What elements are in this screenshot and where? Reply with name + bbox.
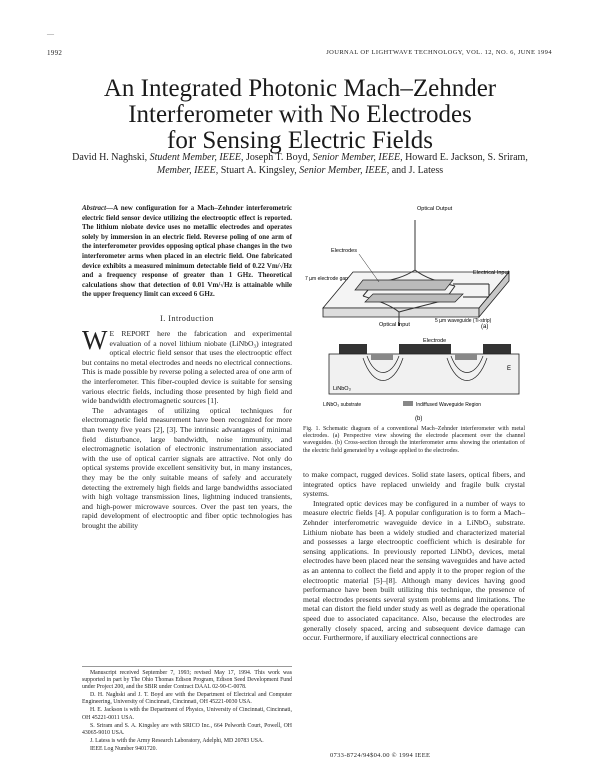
body-paragraph: Integrated optic devices may be configured in a number of ways to measure electric fields [4]. A popular configuration is to form a Mach–Zehnder interferometric waveguide device in a LiNbO₃ substrate. Lithium niobate has been a widely studied and characterized material and possesses a large electrooptic coefficient which is desirable for sensing applications. In previously reported LiNbO₃ devices, metal electrodes have been placed near the sensing waveguides and have acted as an antenna to collect the field and apply it to the proper region of the electrooptic material [5]–[8]. Although many devices having good performance have been built utilizing this technique, the presence of metal electrodes presents several system problems and limitations. The metal can distort the field under study as well as degrade the operational speed due to associated capacitance. Also, because the electrodes are generally closely spaced, arcing and subsequent device damage can occur. Furthermore, if auxiliary electrical connections are xyxy=(303,498,525,643)
title-line-2: Interferometer with No Electrodes xyxy=(128,101,472,128)
author-name: and J. Latess xyxy=(391,164,444,176)
left-column-body xyxy=(82,325,293,530)
body-paragraph: to make compact, rugged devices. Solid state lasers, optical fibers, and integrated optics have replaced unwieldy and fragile bulk crystal systems. xyxy=(303,470,525,499)
label-electrodes: Electrodes xyxy=(331,248,357,254)
author-role: Senior Member, IEEE, xyxy=(312,152,403,163)
substrate-cross-section xyxy=(329,354,519,394)
corner-mark: — xyxy=(47,30,54,38)
label-optical-input: Optical Input xyxy=(379,322,410,328)
abstract xyxy=(82,204,292,300)
author-role: Senior Member, IEEE, xyxy=(299,164,390,176)
author-role: Student Member, IEEE, xyxy=(149,152,244,163)
footnotes xyxy=(82,666,292,754)
intro-paragraph: The advantages of utilizing optical techniques for electromagnetic field measurement have been recognized for more than twenty five years [2], [3]. The intrinsic advantages of minimal field disturbance, large bandwidth, noise immunity, and electromagnetic isolation of electronic instrumentation associated with the use of optical carrier signals are attractive. Not only do optical systems provide excellent sensitivity but, in many instances, they may be the only suitable means of safely and accurately detecting the extremely high fields and large bandwidths associated with high voltage transmission lines, lightning induced transients, and high-power microwave sources. Over the past ten years, the rapid development of electrooptic and fiber optic technologies has brought the ability xyxy=(82,405,292,530)
label-e-field: E xyxy=(507,366,512,372)
waveguide-left xyxy=(371,354,393,360)
legend-waveguide-swatch xyxy=(403,401,413,406)
title-line-1: An Integrated Photonic Mach–Zehnder xyxy=(103,75,497,102)
panel-b-label: (b) xyxy=(415,416,423,422)
label-optical-output: Optical Output xyxy=(417,206,453,212)
title-line-3: for Sensing Electric Fields xyxy=(167,127,433,154)
figure-1b xyxy=(303,334,525,424)
author-list xyxy=(62,152,538,177)
footnote: D. H. Naghski and J. T. Boyd are with the Department of Electrical and Computer Engineering, University of Cincinnati, Cincinnati, OH 45221-0030 USA. xyxy=(82,692,292,706)
electrode-center xyxy=(399,344,451,354)
footnote: Manuscript received September 7, 1993; revised May 17, 1994. This work was supported in part by The Ohio Thomas Edison Program, Edison Seed Development Fund under Project 200, and the SBIR under Contract DAAL 02-90-C-0078. xyxy=(82,670,292,691)
intro-lead: E REPORT xyxy=(109,329,150,338)
waveguide-right xyxy=(455,354,477,360)
figure-1a xyxy=(303,200,525,330)
electrode-top xyxy=(355,280,453,290)
page-number: 1992 xyxy=(47,49,63,57)
running-header: JOURNAL OF LIGHTWAVE TECHNOLOGY, VOL. 12, NO. 6, JUNE 1994 xyxy=(326,49,552,56)
electrode-bottom xyxy=(365,294,463,302)
right-column-body xyxy=(303,470,525,643)
abstract-text: —A new configuration for a Mach–Zehnder interferometric electric field sensor device utilizing the electrooptic effect is reported. The lithium niobate device uses no metallic electrodes and operates solely by immersion in an electric field. Reverse poling of one arm of the interferometer provides opposing optical phase changes in the two interferometer arms when placed in an electric field. One fabricated device exhibits a measured minimum detectable field of 0.22 Vm/√Hz and a frequency response of greater than 1 GHz. Theoretical calculations show that detection of 0.01 Vm/√Hz is attainable while the upper frequency limit can exceed 6 GHz. xyxy=(82,204,292,299)
drop-cap: W xyxy=(82,325,108,355)
footnote: H. E. Jackson is with the Department of Physics, University of Cincinnati, Cincinnati, OH 45221-0011 USA. xyxy=(82,707,292,721)
footnote: S. Sriram and S. A. Kingsley are with SRICO Inc., 664 Pelworth Court, Powell, OH 43065-9010 USA. xyxy=(82,722,292,736)
author-role: Member, IEEE, xyxy=(156,164,219,176)
author-name: David H. Naghski, xyxy=(72,152,148,163)
abstract-label: Abstract xyxy=(82,204,107,212)
substrate-front xyxy=(323,308,479,317)
legend-substrate: LiNbO₃ substrate xyxy=(323,402,362,408)
figure-caption: Fig. 1. Schematic diagram of a conventional Mach–Zehnder interferometer with metal electrodes. (a) Perspective view showing the electrode placement over the channel waveguides. (b) Cross-section through the interferometer arms showing the orientation of the electric field generated by a voltage applied to the electrodes. xyxy=(303,426,525,454)
legend-waveguide: Indiffused Waveguide Region xyxy=(416,402,482,408)
label-electrical-input: Electrical Input xyxy=(473,270,510,276)
electrode-right xyxy=(483,344,511,354)
panel-a-label: (a) xyxy=(481,324,489,330)
footnote: IEEE Log Number 9401720. xyxy=(90,745,157,752)
author-name: Howard E. Jackson, S. Sriram, xyxy=(405,152,528,163)
label-electrode: Electrode xyxy=(423,338,447,344)
label-lnbo3: LiNbO₃ xyxy=(333,386,351,392)
label-electrode-gap: 7 µm electrode gap xyxy=(305,276,348,282)
author-name: Stuart A. Kingsley, xyxy=(220,164,297,176)
footnote: J. Latess is with the Army Research Laboratory, Adelphi, MD 20783 USA. xyxy=(90,737,264,744)
label-waveguide: 5 µm waveguide (Ti-strip) xyxy=(435,318,492,324)
intro-paragraph xyxy=(82,325,293,406)
electrode-left xyxy=(339,344,367,354)
section-heading: I. Introduction xyxy=(160,314,214,323)
author-name: Joseph T. Boyd, xyxy=(246,152,311,163)
paper-title xyxy=(60,76,540,154)
intro-text: here the fabrication and experimental evaluation of a novel lithium niobate (LiNbO₃) integrated optical electric field sensor that uses the electrooptic effect but contains no metal electrodes and needs no electrical connections. This is made possible by reverse poling a selected area of one arm of the interferometer. This fiber-coupled device is suitable for sensing various electric fields, including those presented by high field and wide bandwidth electromagnetic sources [1]. xyxy=(82,329,293,406)
copyright-line: 0733-8724/94$04.00 © 1994 IEEE xyxy=(330,752,431,759)
